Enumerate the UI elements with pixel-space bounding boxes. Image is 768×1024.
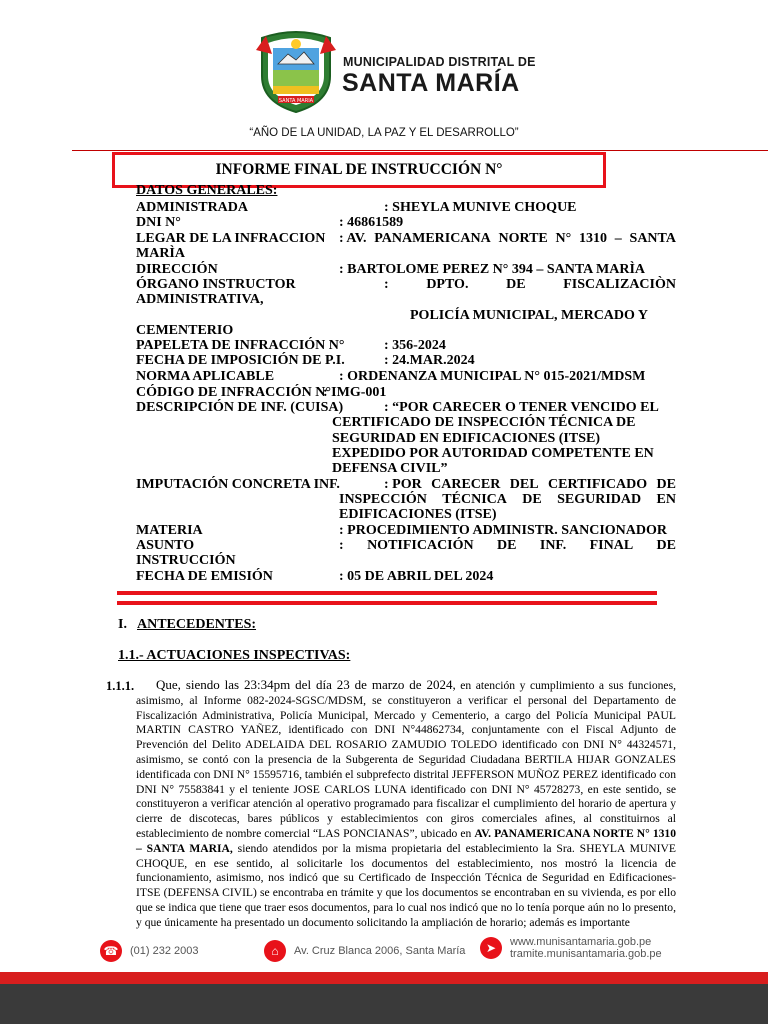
papeleta-label: PAPELETA DE INFRACCIÓN N° bbox=[136, 338, 345, 353]
lugar-word: SANTA bbox=[629, 231, 676, 246]
dni-value: : 46861589 bbox=[339, 215, 404, 230]
footer-address-text: Av. Cruz Blanca 2006, Santa María bbox=[294, 945, 466, 957]
direccion-value: : BARTOLOME PEREZ N° 394 – SANTA MARÌA bbox=[339, 262, 646, 277]
asunto-value bbox=[339, 538, 676, 553]
asunto-word: DE bbox=[656, 538, 676, 553]
lugar-value bbox=[339, 231, 676, 246]
desc-value-line5: DEFENSA CIVIL” bbox=[332, 461, 448, 476]
org-name-line1: MUNICIPALIDAD DISTRITAL DE bbox=[343, 55, 536, 69]
imput-word: DEL bbox=[509, 477, 539, 492]
lugar-word: NORTE bbox=[498, 231, 548, 246]
imput-word: DE bbox=[522, 492, 542, 507]
asunto-word: : bbox=[339, 538, 344, 553]
footer-web2[interactable]: tramite.munisantamaria.gob.pe bbox=[510, 948, 662, 960]
imput-word: CARECER bbox=[431, 477, 501, 492]
cursor-icon: ➤ bbox=[480, 937, 502, 959]
lugar-word: PANAMERICANA bbox=[374, 231, 491, 246]
footer-web-links bbox=[510, 936, 662, 960]
organo-word: DPTO. bbox=[426, 277, 469, 292]
lugar-label: LEGAR DE LA INFRACCION bbox=[136, 231, 326, 246]
item-body-address: AV. PANAMERICANA NORTE N° 1310 – SANTA MARIA, bbox=[136, 826, 677, 855]
imput-word: SEGURIDAD bbox=[557, 492, 642, 507]
municipal-shield-logo bbox=[256, 28, 336, 114]
footer-phone-text: (01) 232 2003 bbox=[130, 945, 199, 957]
imput-word: : POR bbox=[384, 477, 422, 492]
section-number: I. bbox=[118, 617, 127, 632]
org-name-line2: SANTA MARÍA bbox=[342, 69, 520, 97]
materia-value: : PROCEDIMIENTO ADMINISTR. SANCIONADOR bbox=[339, 523, 667, 538]
asunto-word: INF. bbox=[539, 538, 567, 553]
header-divider bbox=[72, 150, 768, 151]
section-divider-bottom bbox=[117, 601, 657, 605]
item-body-b: siendo atendidos por la misma propietaria del establecimiento la Sra. SHEYLA MUNIVE CHOQUE, en ese sentido, al solicitarle los documentos del establecimiento, nos mostró la licencia de funcionamiento, asimismo, nos indicó que su Certificado de Inspección Técnica de Seguridad en Edificaciones-ITSE (DEFENSA CIVIL) se encontraba en trámite y que los documentos se encontraban en su vivienda, es por ello que se indica que tiene que traer esos documentos, para lo cual nos indicó que no lo tenía porque aún no lo presento, y que únicamente ha presentado un documento solicitando la ampliación de horario; además es importante bbox=[136, 841, 676, 929]
imputacion-value-line1 bbox=[384, 477, 676, 492]
organo-word: : bbox=[384, 277, 389, 292]
organo-line4: CEMENTERIO bbox=[136, 323, 234, 338]
lugar-word: : AV. bbox=[339, 231, 367, 246]
desc-value-line4: EXPEDIDO POR AUTORIDAD COMPETENTE EN bbox=[332, 446, 654, 461]
fecha-pi-value: : 24.MAR.2024 bbox=[384, 353, 475, 368]
home-icon: ⌂ bbox=[264, 940, 286, 962]
norma-label: NORMA APLICABLE bbox=[136, 369, 275, 384]
section-divider-top bbox=[117, 591, 657, 595]
norma-value: : ORDENANZA MUNICIPAL N° 015-2021/MDSM bbox=[339, 369, 646, 384]
item-number: 1.1.1. bbox=[106, 679, 135, 693]
organo-line2: ADMINISTRATIVA, bbox=[136, 292, 264, 307]
fecha-pi-label: FECHA DE IMPOSICIÓN DE P.I. bbox=[136, 353, 345, 368]
organo-label: ÓRGANO INSTRUCTOR bbox=[136, 277, 296, 292]
emision-value: : 05 DE ABRIL DEL 2024 bbox=[339, 569, 494, 584]
imputacion-value-line2 bbox=[339, 492, 676, 507]
emision-label: FECHA DE EMISIÓN bbox=[136, 569, 273, 584]
administrada-label: ADMINISTRADA bbox=[136, 200, 249, 215]
lugar-word: – bbox=[614, 231, 622, 246]
footer-dark-band bbox=[0, 984, 768, 1024]
subsection-heading: 1.1.- ACTUACIONES INSPECTIVAS: bbox=[118, 648, 351, 663]
desc-value-line1: : “POR CARECER O TENER VENCIDO EL bbox=[384, 400, 659, 415]
asunto-label: ASUNTO bbox=[136, 538, 195, 553]
desc-value-line2: CERTIFICADO DE INSPECCIÓN TÉCNICA DE bbox=[332, 415, 636, 430]
lugar-word: 1310 bbox=[579, 231, 607, 246]
organo-line3: POLICÍA MUNICIPAL, MERCADO Y bbox=[410, 308, 648, 323]
imput-word: DE bbox=[656, 477, 676, 492]
desc-value-line3: SEGURIDAD EN EDIFICACIONES (ITSE) bbox=[332, 431, 600, 446]
item-body-a: en atención y cumplimiento a sus funciones, asimismo, al Informe 082-2024-SGSC/MDSM, se constituyeron a verificar el personal del Departamento de Fiscalización Administrativa, Policía Municipal, Mercado y Cementerio, a cargo del Policía Municipal PAUL MARTIN CASTRO YAÑEZ, identificado con DNI N°44862734, conjuntamente con el Fiscal Adjunto de Prevención del Delito ADELAIDA DEL ROSARIO ZAMUDIO TOLEDO identificado con DNI N° 44324571, asimismo, se contó con la presencia de la Subgerenta de Seguridad Ciudadana BERTILA HIJAR GONZALES identificada con DNI N° 15595716, también el subprefecto distrital JEFFERSON MUÑOZ PEREZ identificado con DNI N° 75583841 y el teniente JOSE CARLOS LUNA identificado con DNI N° 45728273, en este sentido, se constituyeron a verificar atención al operativo programado para fiscalizar el cumplimiento del horario de apertura y cierre de discotecas, bares públicos y establecimientos con giros comerciales afines, al constituirnos al establecimiento de nombre comercial “LAS PONCIANAS”, ubicado en bbox=[136, 679, 676, 840]
imputacion-value-line3: EDIFICACIONES (ITSE) bbox=[339, 507, 497, 522]
organo-word: DE bbox=[506, 277, 526, 292]
organo-word: FISCALIZACIÒN bbox=[563, 277, 676, 292]
codigo-label: CÓDIGO DE INFRACCIÓN N° bbox=[136, 385, 331, 400]
asunto-value-cont: INSTRUCCIÓN bbox=[136, 553, 236, 568]
year-motto: “AÑO DE LA UNIDAD, LA PAZ Y EL DESARROLLO” bbox=[249, 127, 519, 139]
materia-label: MATERIA bbox=[136, 523, 203, 538]
shield-label: SANTA MARIA bbox=[278, 98, 314, 104]
organo-value bbox=[384, 277, 676, 292]
asunto-word: DE bbox=[497, 538, 517, 553]
imputacion-label: IMPUTACIÓN CONCRETA INF. bbox=[136, 477, 340, 492]
direccion-label: DIRECCIÓN bbox=[136, 262, 218, 277]
datos-heading: DATOS GENERALES: bbox=[136, 183, 278, 198]
document-title: INFORME FINAL DE INSTRUCCIÓN N° bbox=[215, 161, 503, 178]
footer-phone bbox=[100, 940, 199, 962]
codigo-value: : IMG-001 bbox=[323, 385, 387, 400]
administrada-value: : SHEYLA MUNIVE CHOQUE bbox=[384, 200, 577, 215]
imput-word: EN bbox=[656, 492, 676, 507]
lugar-word: N° bbox=[555, 231, 572, 246]
asunto-word: FINAL bbox=[589, 538, 634, 553]
item-lead: Que, siendo las 23:34pm del día 23 de marzo de 2024, bbox=[156, 677, 456, 692]
item-paragraph bbox=[136, 678, 676, 931]
desc-label: DESCRIPCIÓN DE INF. (CUISA) bbox=[136, 400, 344, 415]
papeleta-value: : 356-2024 bbox=[384, 338, 446, 353]
footer-web1[interactable]: www.munisantamaria.gob.pe bbox=[510, 936, 652, 948]
dni-label: DNI N° bbox=[136, 215, 181, 230]
footer-web bbox=[480, 936, 662, 960]
footer-address bbox=[264, 940, 465, 962]
section-heading: ANTECEDENTES: bbox=[137, 617, 257, 632]
imput-word: TÉCNICA bbox=[442, 492, 507, 507]
phone-icon: ☎ bbox=[100, 940, 122, 962]
lugar-value-cont: MARÌA bbox=[136, 246, 185, 261]
imput-word: INSPECCIÓN bbox=[339, 492, 427, 507]
imput-word: CERTIFICADO bbox=[548, 477, 648, 492]
asunto-word: NOTIFICACIÓN bbox=[367, 538, 474, 553]
